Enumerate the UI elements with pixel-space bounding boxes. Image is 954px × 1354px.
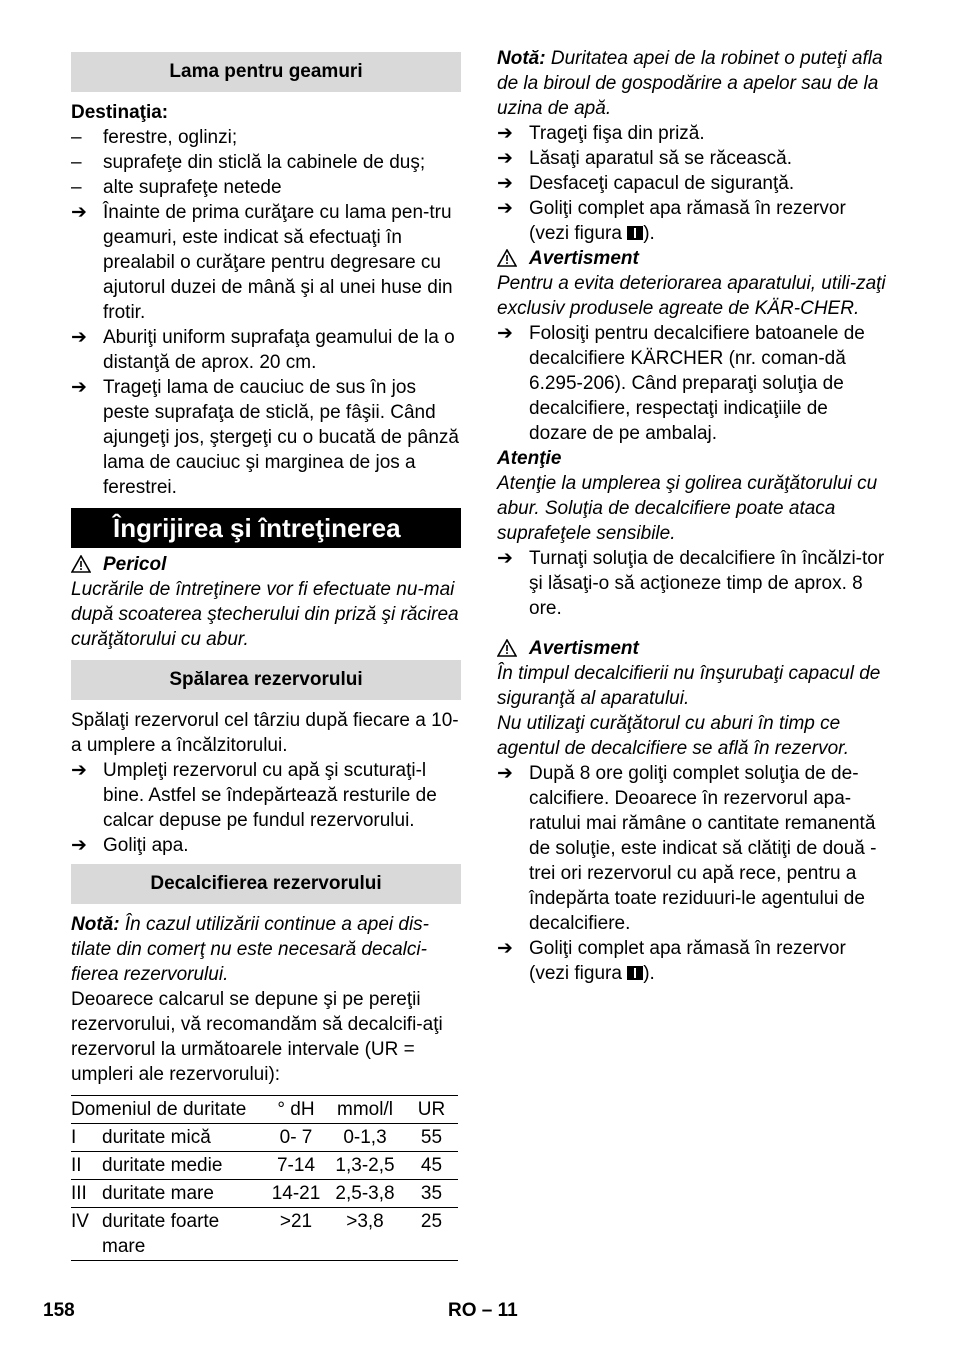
destination-label: Destinaţia: [71,102,169,123]
figure-i-icon [627,226,643,240]
table-header-dh: ° dH [277,1099,315,1120]
instruction-step: ➔ Lăsaţi aparatul să se răcească. [497,148,792,169]
arrow-icon: ➔ [71,377,87,398]
arrow-icon: ➔ [497,323,513,344]
danger-title: Pericol [71,552,461,577]
table-row: I duritate mică 0- 7 0-1,3 55 [71,1124,458,1152]
warning-text: Nu utilizaţi curăţătorul cu aburi în timp ce agentul de decalcifiere se află în rezervor. [497,713,850,759]
warning-text: Pentru a evita deteriorarea aparatului, utili-zaţi exclusiv produsele agreate de KÄR-CHER. [497,273,886,319]
arrow-icon: ➔ [497,173,513,194]
warning-title: Avertisment [497,636,887,661]
arrow-icon: ➔ [71,202,87,223]
table-header-row [71,1096,458,1124]
note-paragraph: Notă: În cazul utilizării continue a apei dis-tilate din comerţ nu este necesară decalci-fierea rezervorului. [71,914,429,985]
dash-marker: – [71,127,82,148]
instruction-step: ➔ Umpleţi rezervorul cu apă şi scuturaţi-l bine. Astfel se îndepărtează resturile de calcar depuse pe fundul rezervorului. [71,760,437,831]
chapter-heading-care: Îngrijirea şi întreţinerea [71,508,461,548]
page-code: RO – 11 [448,1300,518,1321]
dash-marker: – [71,152,82,173]
instruction-step: ➔ Turnaţi soluţia de decalcifiere în încălzi-tor şi lăsaţi-o să acţioneze timp de aprox. 8 ore. [497,548,885,619]
instruction-step: ➔ Goliţi complet apa rămasă în rezervor (vezi figura ). [497,938,846,984]
list-item: – suprafeţe din sticlă la cabinele de duş; [71,152,426,173]
section-heading-descale: Decalcifierea rezervorului [71,864,461,904]
left-column [71,46,461,1261]
list-item: – ferestre, oglinzi; [71,127,238,148]
instruction-step: ➔ Înainte de prima curăţare cu lama pen-tru geamuri, este indicat să efectuaţi în prealabil o curăţare pentru degresare cu ajutorul duzei de mână şi al unei huse din frotir. [71,202,453,323]
instruction-step: ➔ Trageţi lama de cauciuc de sus în jos peste suprafaţa de sticlă, pe fâşii. Când ajungeţi jos, ştergeţi cu o bucată de pânză lama de cauciuc şi marginea de jos a ferestrei. [71,377,459,498]
danger-text: Lucrările de întreţinere vor fi efectuate nu-mai după scoaterea ştecherului din priză şi răcirea curăţătorului cu abur. [71,579,459,650]
arrow-icon: ➔ [497,198,513,219]
arrow-icon: ➔ [497,938,513,959]
instruction-step: ➔ Goliţi apa. [71,835,189,856]
instruction-step: ➔ Trageţi fişa din priză. [497,123,705,144]
arrow-icon: ➔ [71,327,87,348]
warning-title: Avertisment [497,246,887,271]
instruction-step: ➔ Folosiţi pentru decalcifiere batoanele de decalcifiere KÄRCHER (nr. coman-dă 6.295-206). Când preparaţi soluţia de decalcifiere, respectaţi indicaţiile de dozare de pe ambalaj. [497,323,865,444]
arrow-icon: ➔ [497,763,513,784]
note-paragraph: Notă: Duritatea apei de la robinet o puteţi afla de la biroul de gospodărire a apelor sau de la uzina de apă. [497,48,883,119]
table-header-ur: UR [417,1099,446,1120]
table-header-mmol: mmol/l [337,1099,393,1120]
instruction-step: ➔ După 8 ore goliţi complet soluţia de de-calcifiere. Deoarece în rezervorul apa-ratului mai rămâne o cantitate remanentă de soluţie, este indicat să clătiţi de două - trei ori rezervorul cu apă rece, pentru a îndepărta toate reziduuri-le agentului de decalcifiere. [497,763,877,934]
table-header-domain: Domeniul de duritate [71,1099,247,1120]
instruction-step: ➔ Aburiţi uniform suprafaţa geamului de la o distanţă de aprox. 20 cm. [71,327,455,373]
caution-text: Atenţie la umplerea şi golirea curăţătorului cu abur. Soluţia de decalcifiere poate ataca suprafeţele sensibile. [497,473,878,544]
table-row: IV duritate foarte mare >21 >3,8 25 [71,1208,458,1261]
page-number: 158 [43,1300,75,1321]
instruction-step: ➔ Goliţi complet apa rămasă în rezervor (vezi figura ). [497,198,846,244]
table-row: II duritate medie 7-14 1,3-2,5 45 [71,1152,458,1180]
warning-text: În timpul decalcifierii nu înşurubaţi capacul de siguranţă al aparatului. [497,663,881,709]
warning-triangle-icon [497,249,517,267]
section-heading-window-squeegee: Lama pentru geamuri [71,52,461,92]
instruction-step: ➔ Desfaceţi capacul de siguranţă. [497,173,795,194]
rinse-text: Spălaţi rezervorul cel târziu după fiecare a 10-a umplere a încălzitorului. [71,710,459,756]
arrow-icon: ➔ [497,148,513,169]
descale-text: Deoarece calcarul se depune şi pe pereţii rezervorului, vă recomandăm să decalcifi-aţi rezervorul la următoarele intervale (UR = umpleri ale rezervorului): [71,989,443,1085]
arrow-icon: ➔ [71,835,87,856]
table-row: III duritate mare 14-21 2,5-3,8 35 [71,1180,458,1208]
right-column [497,46,887,986]
warning-triangle-icon [497,639,517,657]
caution-title: Atenţie [497,448,562,469]
section-heading-rinse: Spălarea rezervorului [71,660,461,700]
figure-i-icon [627,966,643,980]
dash-marker: – [71,177,82,198]
warning-triangle-icon [71,555,91,573]
arrow-icon: ➔ [497,548,513,569]
hardness-table [71,1095,458,1261]
arrow-icon: ➔ [497,123,513,144]
arrow-icon: ➔ [71,760,87,781]
list-item: – alte suprafeţe netede [71,177,282,198]
